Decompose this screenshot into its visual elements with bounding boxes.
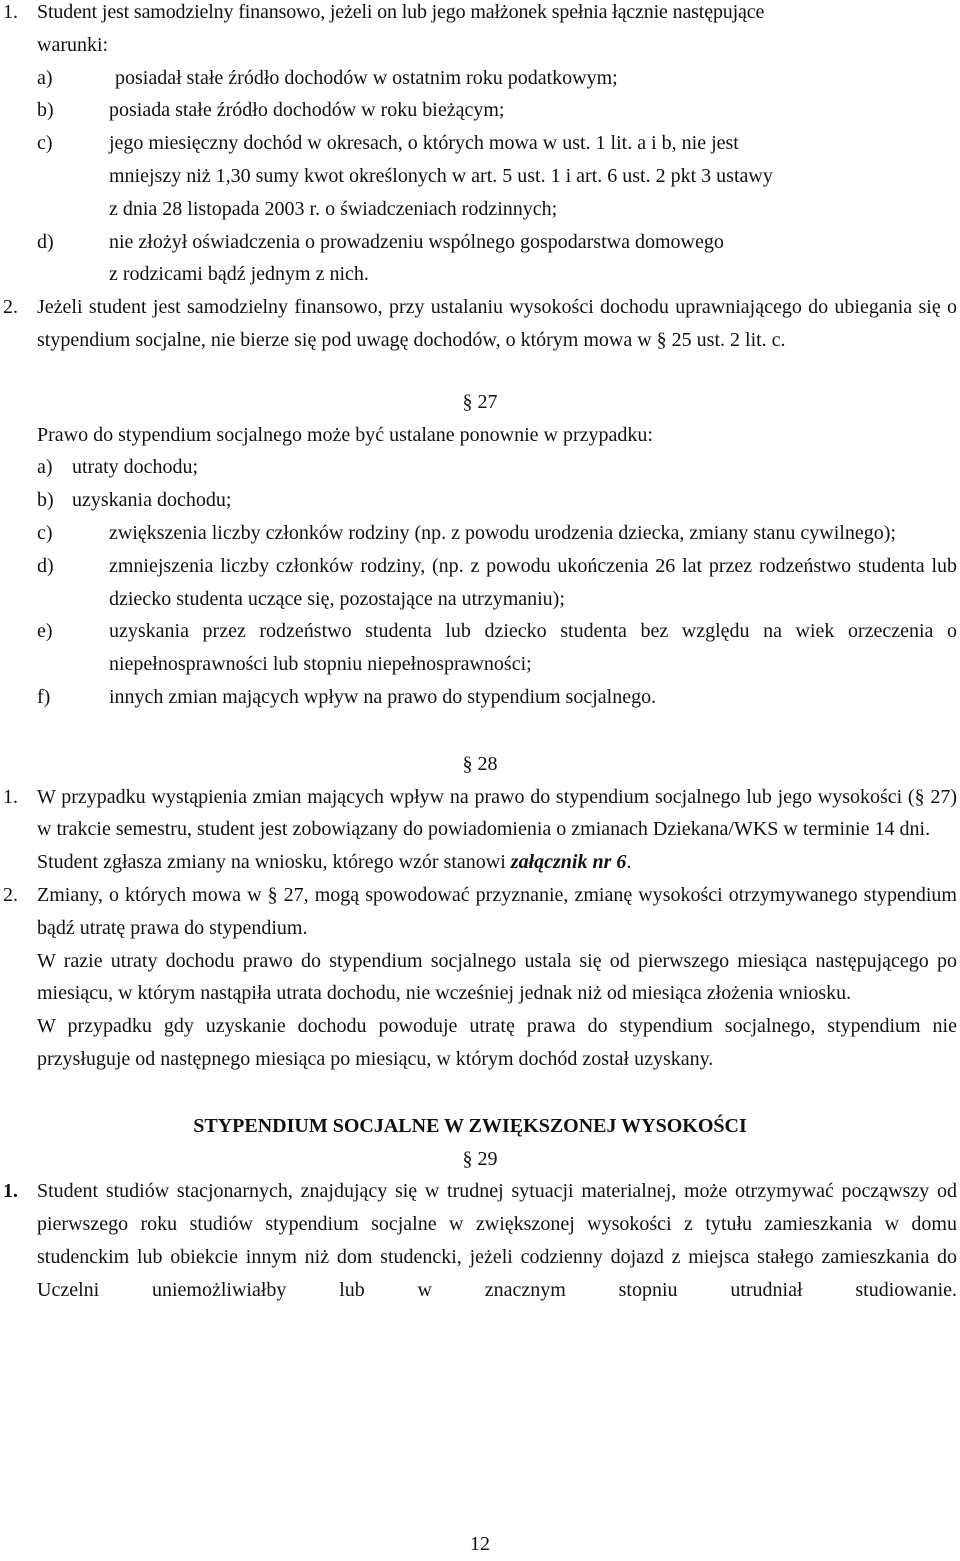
list-item: e) uzyskania przez rodzeństwo studenta lub dziecko studenta bez względu na wiek orzeczenia o niepełnosprawności lub stopniu niepełnosprawności;	[37, 620, 957, 676]
paragraph-text: warunki:	[37, 33, 109, 56]
paragraph-text: Student jest samodzielny finansowo, jeżeli on lub jego małżonek spełnia łącznie następujące	[37, 1, 765, 23]
chapter-title: STYPENDIUM SOCJALNE W ZWIĘKSZONEJ WYSOKOŚCI	[193, 1114, 747, 1137]
section-intro: Prawo do stypendium socjalnego może być ustalane ponownie w przypadku:	[37, 423, 653, 446]
list-item: d) zmniejszenia liczby członków rodziny, (np. z powodu ukończenia 26 lat przez rodzeństwo studenta lub dziecko studenta uczące się, pozostające na utrzymaniu);	[37, 554, 957, 610]
attachment-note: Student zgłasza zmiany na wniosku, którego wzór stanowi załącznik nr 6.	[37, 851, 632, 874]
paragraph-1	[0, 0, 960, 62]
list-item: d) nie złożył oświadczenia o prowadzeniu wspólnego gospodarstwa domowego z rodzicami bądź jednym z nich.	[37, 230, 724, 286]
paragraph-number: 1.	[3, 1, 18, 23]
page-number: 12	[470, 1533, 490, 1555]
attachment-reference: załącznik nr 6	[510, 851, 627, 874]
list-item: c) zwiększenia liczby członków rodziny (np. z powodu urodzenia dziecka, zmiany stanu cywilnego);	[37, 521, 896, 544]
paragraph-text: Jeżeli student jest samodzielny finansowo, przy ustalaniu wysokości dochodu uprawniającego do ubiegania się o stypendium socjalne, nie bierze się pod uwagę dochodów, o którym mowa w § 25 ust. 2 lit. c.	[37, 296, 957, 351]
paragraph-1: 1. Student studiów stacjonarnych, znajdujący się w trudnej sytuacji materialnej, może otrzymywać począwszy od pierwszego roku studiów stypendium socjalne w zwiększonej wysokości z tytułu zamieszkania w domu studenckim lub obiekcie innym niż dom studencki, jeżeli codzienny dojazd z miejsca stałego zamieszkania do Uczelni uniemożliwiałby lub w znacznym stopniu utrudniał studiowanie.	[3, 1180, 957, 1301]
list-item: a) posiadał stałe źródło dochodów w ostatnim roku podatkowym;	[37, 66, 618, 89]
list-item: a) utraty dochodu;	[37, 456, 199, 479]
list-item: c) jego miesięczny dochód w okresach, o których mowa w ust. 1 lit. a i b, nie jest mniejszy niż 1,30 sumy kwot określonych w art. 5 ust. 1 i art. 6 ust. 2 pkt 3 ustawy z dnia 28 listopada 2003 r. o świadczeniach rodzinnych;	[37, 132, 773, 220]
paragraph-2: 2. Jeżeli student jest samodzielny finansowo, przy ustalaniu wysokości dochodu uprawniającego do ubiegania się o stypendium socjalne, nie bierze się pod uwagę dochodów, o którym mowa w § 25 ust. 2 lit. c.	[0, 291, 960, 357]
paragraph-1: 1. W przypadku wystąpienia zmian mających wpływ na prawo do stypendium socjalnego lub jego wysokości (§ 27) w trakcie semestru, student jest zobowiązany do powiadomienia o zmianach Dziekana/WKS w terminie 14 dni.	[3, 785, 957, 841]
paragraph-text: W razie utraty dochodu prawo do stypendium socjalnego ustala się od pierwszego miesiąca następującego po miesiącu, w którym nastąpiła utrata dochodu, nie wcześniej jednak niż od miesiąca złożenia wniosku.	[37, 949, 957, 1005]
list-item: f) innych zmian mających wpływ na prawo do stypendium socjalnego.	[37, 685, 657, 708]
list-item: b) uzyskania dochodu;	[37, 489, 232, 512]
list-item: b) posiada stałe źródło dochodów w roku bieżącym;	[37, 99, 505, 122]
section-heading: § 27	[462, 390, 498, 413]
paragraph-text: W przypadku gdy uzyskanie dochodu powoduje utratę prawa do stypendium socjalnego, stypendium nie przysługuje od następnego miesiąca po miesiącu, w którym dochód został uzyskany.	[37, 1015, 957, 1070]
section-heading: § 28	[462, 752, 498, 775]
paragraph-2: 2. Zmiany, o których mowa w § 27, mogą spowodować przyznanie, zmianę wysokości otrzymywanego stypendium bądź utratę prawa do stypendium.	[3, 883, 957, 939]
section-heading: § 29	[462, 1147, 498, 1170]
